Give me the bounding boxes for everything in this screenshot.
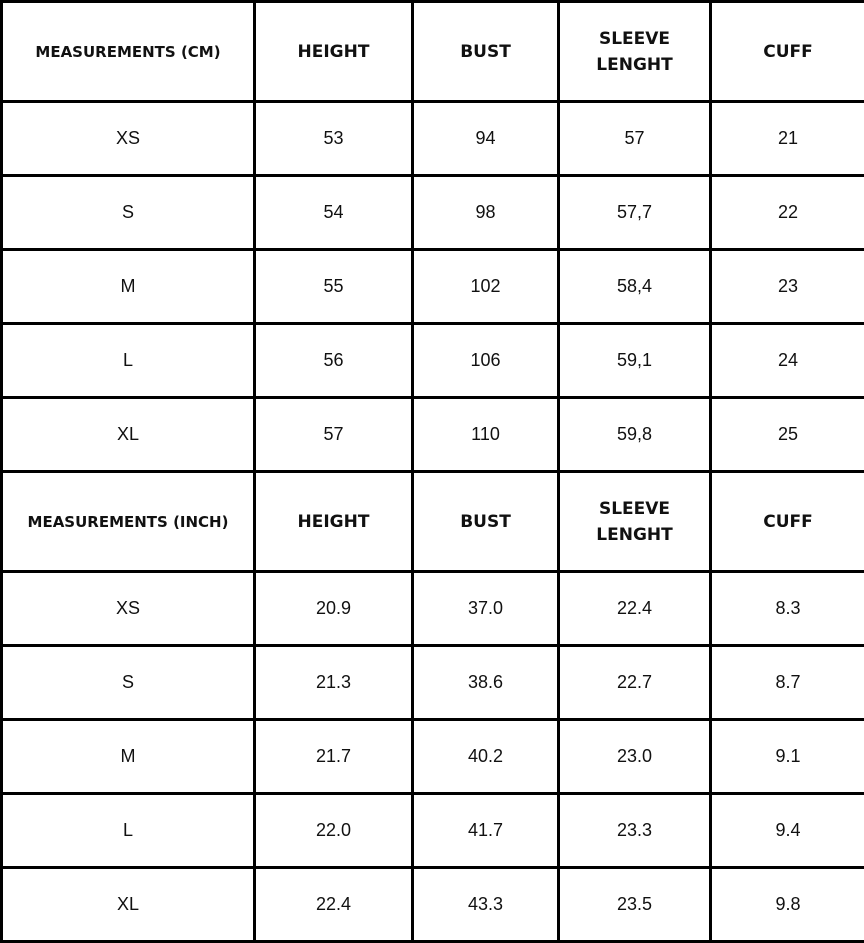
table-row	[2, 250, 864, 324]
table-row	[2, 646, 864, 720]
bust-cell: 43.3	[413, 868, 559, 942]
bust-cell: 102	[413, 250, 559, 324]
size-label-cell: M	[2, 250, 255, 324]
header-row-cm	[2, 2, 864, 102]
bust-cell: 41.7	[413, 794, 559, 868]
sleeve-length-cell: 58,4	[559, 250, 711, 324]
header-height-inch	[255, 472, 413, 572]
cuff-cell: 9.4	[711, 794, 864, 868]
header-label: HEIGHT	[297, 511, 370, 532]
header-label: SLEEVE LENGHT	[596, 498, 673, 545]
header-label: MEASUREMENTS (CM)	[35, 42, 221, 61]
size-label-cell: L	[2, 794, 255, 868]
sleeve-length-cell: 23.5	[559, 868, 711, 942]
sleeve-length-cell: 57,7	[559, 176, 711, 250]
size-label-cell: S	[2, 176, 255, 250]
header-row-inch	[2, 472, 864, 572]
height-cell: 55	[255, 250, 413, 324]
cuff-cell: 9.1	[711, 720, 864, 794]
header-cuff-inch	[711, 472, 864, 572]
height-cell: 21.7	[255, 720, 413, 794]
height-cell: 57	[255, 398, 413, 472]
cuff-cell: 9.8	[711, 868, 864, 942]
bust-cell: 37.0	[413, 572, 559, 646]
bust-cell: 40.2	[413, 720, 559, 794]
sleeve-length-cell: 59,1	[559, 324, 711, 398]
bust-cell: 110	[413, 398, 559, 472]
header-label: HEIGHT	[297, 41, 370, 62]
header-measurement-cm	[2, 2, 255, 102]
table-row	[2, 794, 864, 868]
height-cell: 20.9	[255, 572, 413, 646]
cuff-cell: 21	[711, 102, 864, 176]
bust-cell: 94	[413, 102, 559, 176]
bust-cell: 106	[413, 324, 559, 398]
cuff-cell: 8.3	[711, 572, 864, 646]
header-height-cm	[255, 2, 413, 102]
height-cell: 54	[255, 176, 413, 250]
table-row	[2, 720, 864, 794]
header-bust-cm	[413, 2, 559, 102]
header-sleeve-length-cm	[559, 2, 711, 102]
sleeve-length-cell: 22.7	[559, 646, 711, 720]
header-cuff-cm	[711, 2, 864, 102]
cuff-cell: 22	[711, 176, 864, 250]
table-row	[2, 102, 864, 176]
sleeve-length-cell: 23.0	[559, 720, 711, 794]
height-cell: 21.3	[255, 646, 413, 720]
header-label: MEASUREMENTS (INCH)	[27, 512, 229, 531]
size-label-cell: L	[2, 324, 255, 398]
header-sleeve-length-inch	[559, 472, 711, 572]
header-label: BUST	[460, 511, 511, 532]
header-label: CUFF	[763, 41, 813, 62]
header-bust-inch	[413, 472, 559, 572]
header-label: SLEEVE LENGHT	[596, 28, 673, 75]
size-chart-body	[2, 2, 864, 942]
height-cell: 22.4	[255, 868, 413, 942]
table-row	[2, 572, 864, 646]
header-label: BUST	[460, 41, 511, 62]
size-label-cell: S	[2, 646, 255, 720]
size-label-cell: XS	[2, 572, 255, 646]
header-label: CUFF	[763, 511, 813, 532]
size-label-cell: M	[2, 720, 255, 794]
height-cell: 53	[255, 102, 413, 176]
table-row	[2, 398, 864, 472]
size-label-cell: XL	[2, 398, 255, 472]
size-label-cell: XS	[2, 102, 255, 176]
height-cell: 22.0	[255, 794, 413, 868]
cuff-cell: 8.7	[711, 646, 864, 720]
sleeve-length-cell: 22.4	[559, 572, 711, 646]
table-row	[2, 868, 864, 942]
table-row	[2, 324, 864, 398]
cuff-cell: 25	[711, 398, 864, 472]
sleeve-length-cell: 57	[559, 102, 711, 176]
sleeve-length-cell: 23.3	[559, 794, 711, 868]
sleeve-length-cell: 59,8	[559, 398, 711, 472]
cuff-cell: 24	[711, 324, 864, 398]
table-row	[2, 176, 864, 250]
cuff-cell: 23	[711, 250, 864, 324]
height-cell: 56	[255, 324, 413, 398]
bust-cell: 98	[413, 176, 559, 250]
header-measurement-inch	[2, 472, 255, 572]
size-label-cell: XL	[2, 868, 255, 942]
bust-cell: 38.6	[413, 646, 559, 720]
